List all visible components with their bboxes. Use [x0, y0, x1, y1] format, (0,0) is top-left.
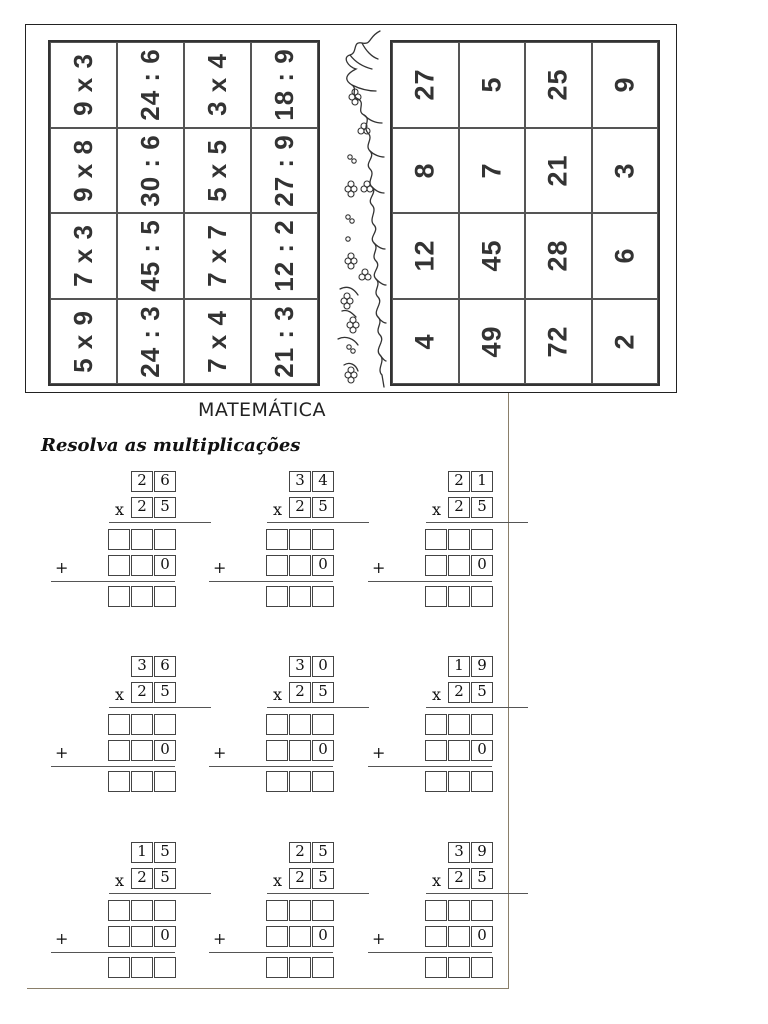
- answer-cell: 27: [392, 42, 459, 128]
- expression-cell: 9 x 8: [50, 128, 117, 214]
- answer-digit-box[interactable]: [154, 714, 176, 735]
- answer-digit-box[interactable]: [108, 926, 130, 947]
- answer-digit-box[interactable]: [312, 900, 334, 921]
- expression-cell: 9 x 3: [50, 42, 117, 128]
- expression-cell: 7 x 7: [184, 213, 251, 299]
- plus-sign: +: [372, 743, 386, 762]
- answer-digit-box[interactable]: [131, 740, 153, 761]
- answer-cell: 25: [525, 42, 592, 128]
- plus-sign: +: [213, 743, 227, 762]
- multiplicand-digit-box: 1: [448, 656, 470, 677]
- answer-grid: [390, 40, 660, 386]
- answer-digit-box[interactable]: [154, 900, 176, 921]
- sum-line: [368, 766, 492, 767]
- multiplier-digit-box: 2: [448, 868, 470, 889]
- times-sign: x: [432, 871, 442, 890]
- zero-digit-box: 0: [154, 926, 176, 947]
- multiplicand-digit-box: 9: [471, 656, 493, 677]
- answer-digit-box[interactable]: [108, 957, 130, 978]
- answer-digit-box[interactable]: [131, 529, 153, 550]
- answer-cell: 3: [592, 128, 659, 214]
- sum-line: [368, 952, 492, 953]
- answer-digit-box[interactable]: [108, 555, 130, 576]
- multiplier-digit-box: 5: [154, 682, 176, 703]
- answer-cell: 49: [459, 299, 526, 385]
- answer-digit-box[interactable]: [471, 529, 493, 550]
- multiplicand-digit-box: 2: [289, 842, 311, 863]
- product-line: [267, 707, 369, 708]
- multiplier-digit-box: 2: [289, 497, 311, 518]
- multiplication-problem: [366, 842, 491, 982]
- answer-digit-box[interactable]: [448, 714, 470, 735]
- answer-digit-box[interactable]: [289, 957, 311, 978]
- expression-cell: 27 : 9: [251, 128, 318, 214]
- multiplier-digit-box: 5: [312, 682, 334, 703]
- multiplication-problem: [366, 471, 491, 611]
- multiplication-problem: [49, 656, 174, 796]
- multiplicand-digit-box: 5: [312, 842, 334, 863]
- sum-line: [368, 581, 492, 582]
- multiplier-digit-box: 5: [312, 868, 334, 889]
- zero-digit-box: 0: [471, 926, 493, 947]
- answer-digit-box[interactable]: [312, 771, 334, 792]
- product-line: [109, 707, 211, 708]
- multiplicand-digit-box: 2: [131, 471, 153, 492]
- answer-digit-box[interactable]: [448, 900, 470, 921]
- answer-digit-box[interactable]: [425, 529, 447, 550]
- answer-digit-box[interactable]: [154, 529, 176, 550]
- multiplier-digit-box: 2: [131, 868, 153, 889]
- answer-digit-box[interactable]: [154, 957, 176, 978]
- multiplicand-digit-box: 3: [289, 471, 311, 492]
- expression-cell: 5 x 9: [50, 299, 117, 385]
- answer-digit-box[interactable]: [131, 771, 153, 792]
- expression-grid: [48, 40, 320, 386]
- answer-digit-box[interactable]: [425, 900, 447, 921]
- times-sign: x: [432, 500, 442, 519]
- answer-digit-box[interactable]: [425, 771, 447, 792]
- sum-line: [209, 766, 333, 767]
- multiplier-digit-box: 2: [448, 682, 470, 703]
- expression-cell: 21 : 3: [251, 299, 318, 385]
- answer-digit-box[interactable]: [289, 529, 311, 550]
- product-line: [109, 893, 211, 894]
- expression-cell: 18 : 9: [251, 42, 318, 128]
- product-line: [267, 893, 369, 894]
- answer-digit-box[interactable]: [289, 900, 311, 921]
- sum-line: [51, 952, 175, 953]
- plus-sign: +: [55, 558, 69, 577]
- answer-cell: 28: [525, 213, 592, 299]
- plus-sign: +: [55, 929, 69, 948]
- plus-sign: +: [213, 558, 227, 577]
- multiplier-digit-box: 2: [289, 868, 311, 889]
- multiplier-digit-box: 5: [471, 868, 493, 889]
- multiplicand-digit-box: 3: [131, 656, 153, 677]
- answer-digit-box[interactable]: [108, 771, 130, 792]
- multiplier-digit-box: 5: [154, 868, 176, 889]
- answer-cell: 9: [592, 42, 659, 128]
- answer-digit-box[interactable]: [425, 714, 447, 735]
- zero-digit-box: 0: [154, 740, 176, 761]
- sum-line: [51, 766, 175, 767]
- multiplication-problem: [207, 842, 332, 982]
- multiplier-digit-box: 2: [289, 682, 311, 703]
- answer-digit-box[interactable]: [448, 529, 470, 550]
- answer-digit-box[interactable]: [289, 740, 311, 761]
- multiplication-problem: [49, 471, 174, 611]
- answer-digit-box[interactable]: [289, 771, 311, 792]
- answer-cell: 6: [592, 213, 659, 299]
- answer-digit-box[interactable]: [108, 740, 130, 761]
- expression-cell: 45 : 5: [117, 213, 184, 299]
- answer-digit-box[interactable]: [266, 926, 288, 947]
- answer-digit-box[interactable]: [448, 926, 470, 947]
- times-sign: x: [273, 500, 283, 519]
- product-line: [426, 893, 528, 894]
- matching-card: [25, 24, 677, 393]
- answer-digit-box[interactable]: [448, 586, 470, 607]
- multiplicand-digit-box: 1: [131, 842, 153, 863]
- answer-digit-box[interactable]: [471, 900, 493, 921]
- product-line: [426, 522, 528, 523]
- answer-digit-box[interactable]: [108, 586, 130, 607]
- answer-digit-box[interactable]: [131, 555, 153, 576]
- answer-cell: 5: [459, 42, 526, 128]
- multiplicand-digit-box: 0: [312, 656, 334, 677]
- answer-cell: 4: [392, 299, 459, 385]
- answer-digit-box[interactable]: [131, 926, 153, 947]
- product-line: [267, 522, 369, 523]
- answer-digit-box[interactable]: [108, 900, 130, 921]
- multiplicand-digit-box: 3: [289, 656, 311, 677]
- answer-digit-box[interactable]: [289, 586, 311, 607]
- answer-digit-box[interactable]: [266, 957, 288, 978]
- times-sign: x: [115, 871, 125, 890]
- answer-digit-box[interactable]: [131, 714, 153, 735]
- times-sign: x: [273, 685, 283, 704]
- multiplication-problem: [207, 656, 332, 796]
- answer-digit-box[interactable]: [289, 926, 311, 947]
- answer-digit-box[interactable]: [266, 740, 288, 761]
- answer-digit-box[interactable]: [266, 586, 288, 607]
- multiplier-digit-box: 2: [131, 682, 153, 703]
- answer-digit-box[interactable]: [425, 957, 447, 978]
- expression-cell: 24 : 6: [117, 42, 184, 128]
- answer-digit-box[interactable]: [289, 555, 311, 576]
- multiplicand-digit-box: 2: [448, 471, 470, 492]
- answer-digit-box[interactable]: [266, 771, 288, 792]
- answer-digit-box[interactable]: [154, 586, 176, 607]
- times-sign: x: [432, 685, 442, 704]
- multiplicand-digit-box: 6: [154, 471, 176, 492]
- answer-digit-box[interactable]: [425, 926, 447, 947]
- answer-cell: 45: [459, 213, 526, 299]
- answer-digit-box[interactable]: [448, 555, 470, 576]
- bush-divider-illustration: [328, 29, 388, 389]
- answer-digit-box[interactable]: [266, 714, 288, 735]
- sum-line: [51, 581, 175, 582]
- answer-digit-box[interactable]: [266, 529, 288, 550]
- answer-cell: 2: [592, 299, 659, 385]
- multiplicand-digit-box: 3: [448, 842, 470, 863]
- expression-cell: 5 x 5: [184, 128, 251, 214]
- answer-digit-box[interactable]: [471, 714, 493, 735]
- plus-sign: +: [55, 743, 69, 762]
- zero-digit-box: 0: [471, 740, 493, 761]
- multiplication-problem: [49, 842, 174, 982]
- multiplier-digit-box: 2: [448, 497, 470, 518]
- expression-cell: 24 : 3: [117, 299, 184, 385]
- multiplicand-digit-box: 1: [471, 471, 493, 492]
- answer-digit-box[interactable]: [312, 957, 334, 978]
- answer-digit-box[interactable]: [266, 900, 288, 921]
- product-line: [109, 522, 211, 523]
- multiplication-problem: [207, 471, 332, 611]
- times-sign: x: [115, 685, 125, 704]
- expression-cell: 12 : 2: [251, 213, 318, 299]
- multiplicand-digit-box: 6: [154, 656, 176, 677]
- answer-digit-box[interactable]: [108, 714, 130, 735]
- answer-digit-box[interactable]: [471, 586, 493, 607]
- zero-digit-box: 0: [312, 555, 334, 576]
- plus-sign: +: [213, 929, 227, 948]
- answer-digit-box[interactable]: [425, 586, 447, 607]
- answer-digit-box[interactable]: [266, 555, 288, 576]
- answer-digit-box[interactable]: [108, 529, 130, 550]
- zero-digit-box: 0: [312, 740, 334, 761]
- answer-cell: 21: [525, 128, 592, 214]
- answer-cell: 8: [392, 128, 459, 214]
- answer-digit-box[interactable]: [448, 771, 470, 792]
- answer-digit-box[interactable]: [425, 740, 447, 761]
- multiplicand-digit-box: 4: [312, 471, 334, 492]
- answer-digit-box[interactable]: [312, 586, 334, 607]
- zero-digit-box: 0: [154, 555, 176, 576]
- worksheet-title: MATEMÁTICA: [198, 399, 326, 421]
- worksheet-instruction: Resolva as multiplicações: [41, 435, 301, 456]
- answer-digit-box[interactable]: [131, 957, 153, 978]
- answer-cell: 12: [392, 213, 459, 299]
- answer-digit-box[interactable]: [425, 555, 447, 576]
- answer-cell: 72: [525, 299, 592, 385]
- multiplier-digit-box: 5: [471, 682, 493, 703]
- answer-digit-box[interactable]: [312, 714, 334, 735]
- answer-digit-box[interactable]: [131, 586, 153, 607]
- answer-digit-box[interactable]: [448, 740, 470, 761]
- product-line: [426, 707, 528, 708]
- times-sign: x: [273, 871, 283, 890]
- answer-digit-box[interactable]: [471, 771, 493, 792]
- answer-digit-box[interactable]: [154, 771, 176, 792]
- times-sign: x: [115, 500, 125, 519]
- answer-digit-box[interactable]: [312, 529, 334, 550]
- multiplier-digit-box: 5: [312, 497, 334, 518]
- answer-cell: 7: [459, 128, 526, 214]
- expression-cell: 7 x 3: [50, 213, 117, 299]
- multiplicand-digit-box: 5: [154, 842, 176, 863]
- expression-cell: 30 : 6: [117, 128, 184, 214]
- expression-cell: 7 x 4: [184, 299, 251, 385]
- zero-digit-box: 0: [312, 926, 334, 947]
- multiplication-worksheet: [27, 393, 509, 989]
- zero-digit-box: 0: [471, 555, 493, 576]
- plus-sign: +: [372, 929, 386, 948]
- answer-digit-box[interactable]: [131, 900, 153, 921]
- multiplicand-digit-box: 9: [471, 842, 493, 863]
- sum-line: [209, 581, 333, 582]
- answer-digit-box[interactable]: [448, 957, 470, 978]
- answer-digit-box[interactable]: [289, 714, 311, 735]
- answer-digit-box[interactable]: [471, 957, 493, 978]
- multiplier-digit-box: 5: [154, 497, 176, 518]
- expression-cell: 3 x 4: [184, 42, 251, 128]
- multiplication-problem: [366, 656, 491, 796]
- plus-sign: +: [372, 558, 386, 577]
- sum-line: [209, 952, 333, 953]
- multiplier-digit-box: 5: [471, 497, 493, 518]
- multiplier-digit-box: 2: [131, 497, 153, 518]
